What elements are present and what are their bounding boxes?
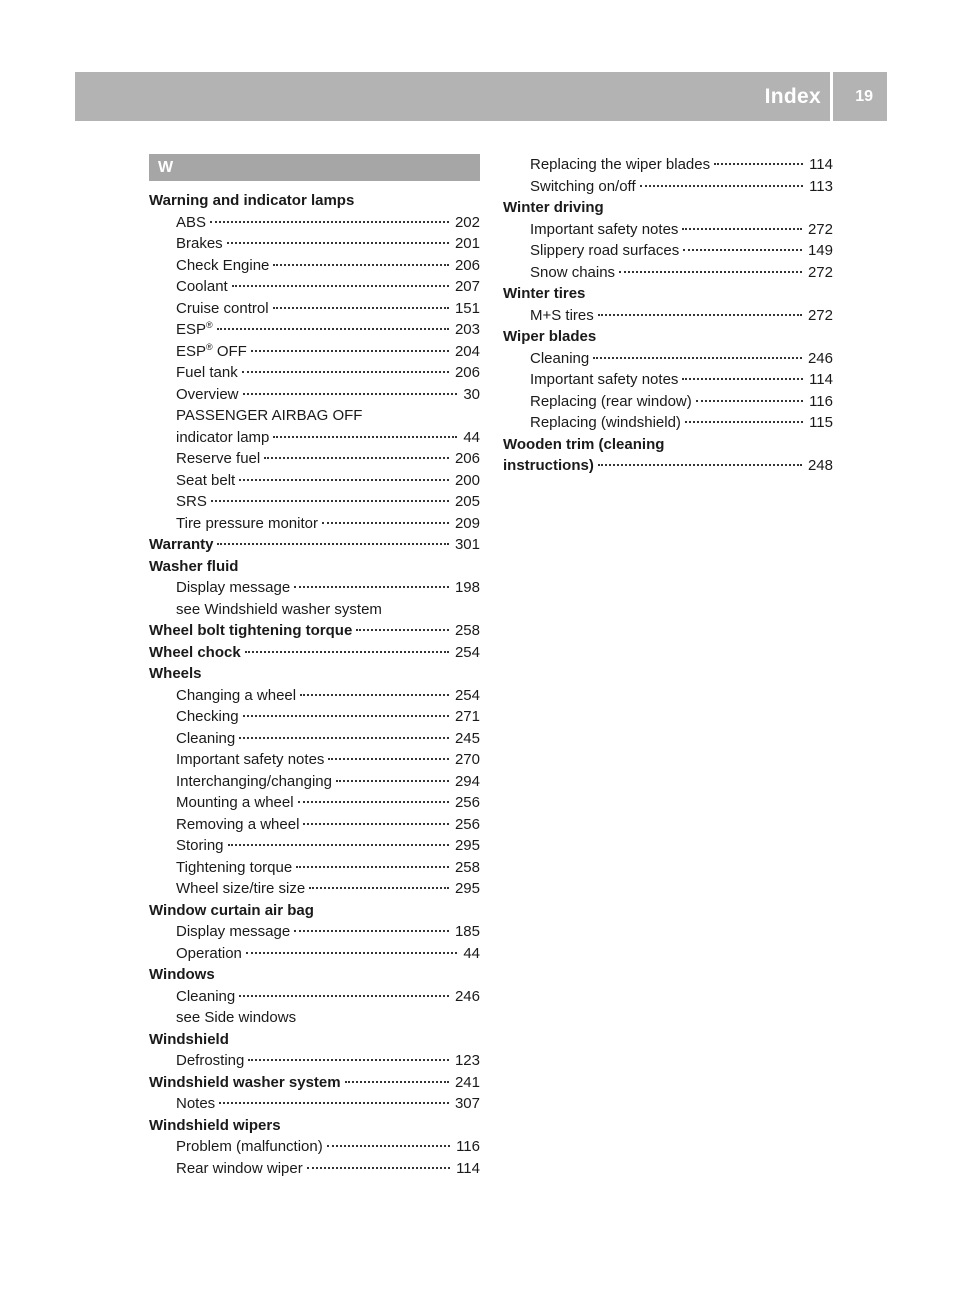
index-entry[interactable]: Check Engine 206: [176, 256, 480, 274]
index-entry[interactable]: indicator lamp 44: [176, 428, 480, 446]
index-entry[interactable]: Checking 271: [176, 708, 480, 725]
index-entry[interactable]: Important safety notes 272: [530, 220, 833, 238]
index-entry[interactable]: Cruise control 151: [176, 299, 480, 317]
index-heading: Windshield: [149, 1030, 229, 1048]
index-column-right: [503, 154, 833, 477]
index-entry[interactable]: ESP® 203: [176, 320, 480, 338]
index-entry[interactable]: Cleaning 246: [176, 987, 480, 1005]
index-entry[interactable]: Cleaning 246: [530, 349, 833, 367]
index-entry[interactable]: Seat belt 200: [176, 471, 480, 489]
index-entry[interactable]: Removing a wheel 256: [176, 815, 480, 833]
index-title: Index: [764, 85, 821, 108]
index-entry[interactable]: Wheel chock 254: [149, 643, 480, 661]
index-entry[interactable]: Operation 44: [176, 944, 480, 962]
index-entry[interactable]: Wheel size/tire size 295: [176, 880, 480, 897]
index-entry[interactable]: Replacing (windshield) 115: [530, 414, 833, 431]
index-entry[interactable]: Notes 307: [176, 1095, 480, 1112]
index-entry[interactable]: Switching on/off 113: [530, 177, 833, 195]
index-entry[interactable]: Display message 198: [176, 579, 480, 596]
index-entry[interactable]: Fuel tank 206: [176, 364, 480, 381]
index-entry[interactable]: Slippery road surfaces 149: [530, 242, 833, 259]
index-heading: Windows: [149, 966, 215, 983]
index-entry[interactable]: Display message 185: [176, 923, 480, 940]
index-entry[interactable]: Important safety notes 114: [530, 371, 833, 388]
index-entry[interactable]: M+S tires 272: [530, 306, 833, 324]
index-entry[interactable]: Problem (malfunction) 116: [176, 1138, 480, 1155]
index-entry[interactable]: Important safety notes 270: [176, 751, 480, 768]
index-heading: Warning and indicator lamps: [149, 192, 355, 209]
index-entry[interactable]: Storing 295: [176, 837, 480, 854]
section-letter: W: [158, 159, 174, 176]
index-heading: Wiper blades: [503, 328, 597, 345]
index-entry-line: PASSENGER AIRBAG OFF: [176, 407, 363, 424]
index-entry[interactable]: Warranty 301: [149, 536, 480, 553]
index-entry[interactable]: Cleaning 245: [176, 729, 480, 747]
index-entry[interactable]: Mounting a wheel 256: [176, 794, 480, 811]
index-entry[interactable]: Overview 30: [176, 385, 480, 403]
index-heading: Washer fluid: [149, 557, 239, 575]
header-bar: [75, 72, 887, 121]
index-heading: Winter tires: [503, 285, 586, 302]
index-entry[interactable]: Rear window wiper 114: [176, 1159, 480, 1177]
header-divider: [830, 72, 833, 121]
index-entry[interactable]: Changing a wheel 254: [176, 686, 480, 704]
index-entry[interactable]: Defrosting 123: [176, 1052, 480, 1069]
index-heading: Window curtain air bag: [149, 901, 314, 919]
index-entry[interactable]: Interchanging/changing 294: [176, 772, 480, 790]
index-heading: Wooden trim (cleaning: [503, 435, 665, 453]
index-entry[interactable]: Snow chains 272: [530, 263, 833, 281]
index-entry[interactable]: Reserve fuel 206: [176, 450, 480, 467]
index-see-reference[interactable]: see Windshield washer system: [176, 600, 382, 618]
page-number: 19: [855, 88, 873, 105]
index-entry[interactable]: instructions) 248: [503, 457, 833, 474]
index-entry[interactable]: Windshield washer system 241: [149, 1073, 480, 1091]
index-heading: Winter driving: [503, 199, 604, 216]
index-entry[interactable]: ABS 202: [176, 213, 480, 231]
index-entry[interactable]: ESP® OFF 204: [176, 341, 480, 360]
index-entry[interactable]: Replacing the wiper blades 114: [530, 156, 833, 173]
index-heading: Wheels: [149, 665, 202, 682]
index-entry[interactable]: Brakes 201: [176, 235, 480, 252]
section-heading: [149, 154, 480, 181]
index-heading: Windshield wipers: [149, 1116, 281, 1134]
index-entry[interactable]: SRS 205: [176, 493, 480, 510]
index-entry[interactable]: Wheel bolt tightening torque 258: [149, 622, 480, 639]
index-entry[interactable]: Replacing (rear window) 116: [530, 392, 833, 410]
index-column-left: [149, 190, 480, 1179]
index-entry[interactable]: Tire pressure monitor 209: [176, 514, 480, 532]
index-entry[interactable]: Tightening torque 258: [176, 858, 480, 876]
index-see-reference[interactable]: see Side windows: [176, 1009, 297, 1026]
index-entry[interactable]: Coolant 207: [176, 278, 480, 295]
